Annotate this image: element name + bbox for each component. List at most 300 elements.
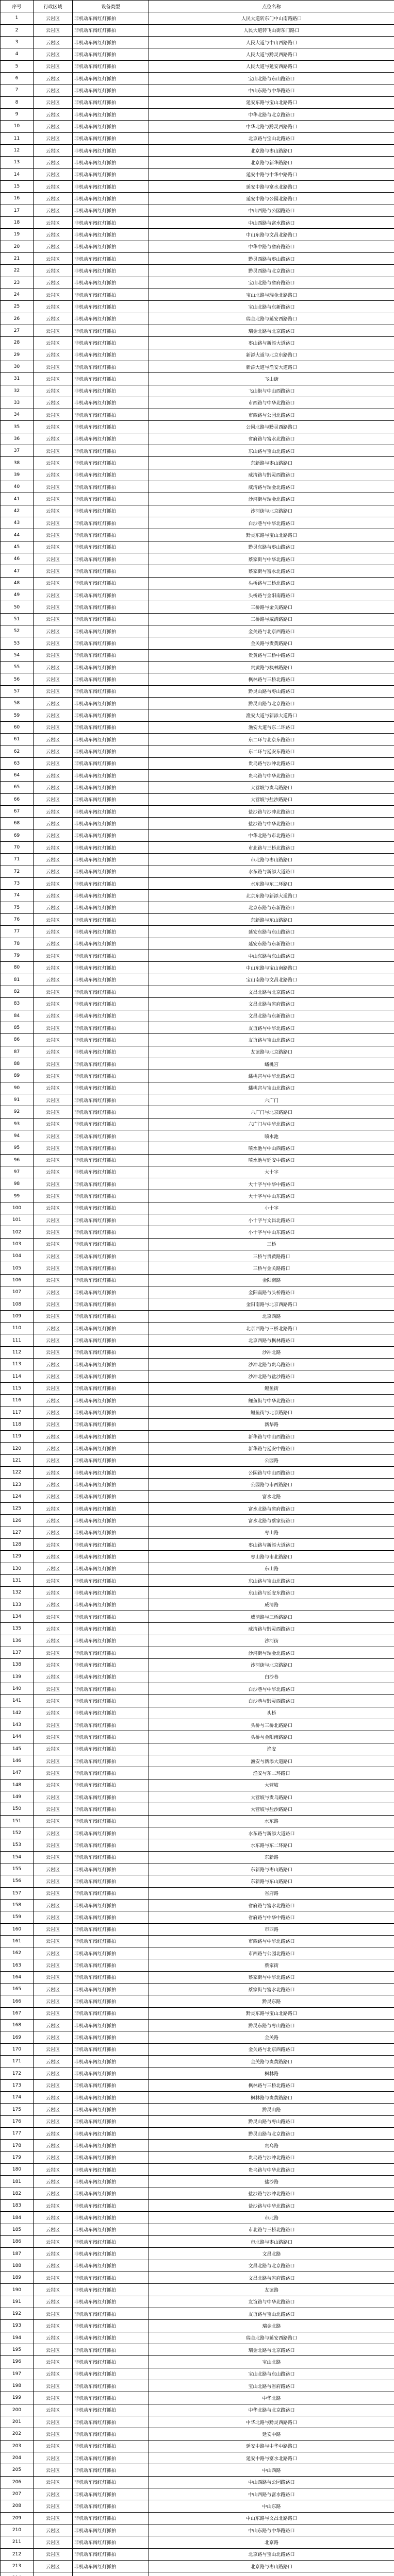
district-cell: 云岩区: [34, 962, 73, 974]
district-cell: 云岩区: [34, 1094, 73, 1106]
location-cell: 北京东路与新添大道路口: [149, 890, 394, 902]
row-number-cell: 212: [1, 2548, 34, 2560]
row-number-cell: 152: [1, 1827, 34, 1839]
table-row: [1, 1574, 394, 1586]
row-number-cell: 151: [1, 1815, 34, 1827]
table-row: [1, 72, 394, 84]
row-number-cell: 179: [1, 2151, 34, 2163]
row-number-cell: 199: [1, 2392, 34, 2404]
location-cell: 宝山北路与东山路路口: [149, 72, 394, 84]
location-cell: 盐沙路与中华北路路口: [149, 818, 394, 829]
row-number-cell: 2: [1, 24, 34, 36]
location-cell: 枣山路与市北路路口: [149, 1551, 394, 1563]
device-type-cell: 非机动车闯红灯抓拍: [73, 938, 149, 950]
device-type-cell: 非机动车闯红灯抓拍: [73, 1923, 149, 1935]
district-cell: 云岩区: [34, 481, 73, 493]
device-type-cell: 非机动车闯红灯抓拍: [73, 1142, 149, 1154]
device-type-cell: 非机动车闯红灯抓拍: [73, 409, 149, 421]
row-number-cell: 184: [1, 2212, 34, 2224]
device-type-cell: 非机动车闯红灯抓拍: [73, 2464, 149, 2476]
table-row: [1, 1875, 394, 1887]
district-cell: 云岩区: [34, 277, 73, 289]
header-type: 设备类型: [73, 1, 149, 12]
table-row: [1, 1034, 394, 1046]
device-type-cell: 非机动车闯红灯抓拍: [73, 1551, 149, 1563]
row-number-cell: 1: [1, 12, 34, 24]
location-cell: 贵乌路与沙冲北路路口: [149, 757, 394, 769]
row-number-cell: 191: [1, 2296, 34, 2308]
row-number-cell: 71: [1, 854, 34, 866]
device-type-cell: 非机动车闯红灯抓拍: [73, 289, 149, 300]
table-row: [1, 265, 394, 277]
device-type-cell: 非机动车闯红灯抓拍: [73, 2236, 149, 2248]
district-cell: 云岩区: [34, 2512, 73, 2524]
district-cell: 云岩区: [34, 1034, 73, 1046]
row-number-cell: 178: [1, 2140, 34, 2151]
location-cell: 白沙巷与中华北路路口: [149, 517, 394, 529]
row-number-cell: 106: [1, 1274, 34, 1286]
device-type-cell: 非机动车闯红灯抓拍: [73, 950, 149, 961]
device-type-cell: 非机动车闯红灯抓拍: [73, 2380, 149, 2392]
device-type-cell: 非机动车闯红灯抓拍: [73, 2007, 149, 2019]
device-type-cell: 非机动车闯红灯抓拍: [73, 349, 149, 361]
row-number-cell: 167: [1, 2007, 34, 2019]
location-cell: 飞山街与中山西路路口: [149, 385, 394, 397]
district-cell: 云岩区: [34, 2536, 73, 2548]
table-row: [1, 1190, 394, 1202]
row-number-cell: 44: [1, 529, 34, 541]
district-cell: 云岩区: [34, 1779, 73, 1791]
device-type-cell: 非机动车闯红灯抓拍: [73, 1130, 149, 1142]
row-number-cell: 89: [1, 1070, 34, 1082]
location-cell: 金关路与北京西路路口: [149, 625, 394, 637]
location-cell: 东新路: [149, 1851, 394, 1863]
row-number-cell: 110: [1, 1323, 34, 1334]
location-cell: 宝山北路与东新路路口: [149, 301, 394, 313]
district-cell: 云岩区: [34, 1515, 73, 1527]
table-row: [1, 1839, 394, 1851]
district-cell: 云岩区: [34, 2200, 73, 2212]
district-cell: 云岩区: [34, 433, 73, 445]
row-number-cell: 83: [1, 998, 34, 1010]
district-cell: 云岩区: [34, 2128, 73, 2140]
district-cell: 云岩区: [34, 2056, 73, 2067]
district-cell: 云岩区: [34, 216, 73, 228]
location-cell: 蟠桃宫与宝山北路路口: [149, 1082, 394, 1094]
device-type-cell: 非机动车闯红灯抓拍: [73, 805, 149, 817]
location-cell: 喷水池: [149, 1130, 394, 1142]
table-row: [1, 2128, 394, 2140]
district-cell: 云岩区: [34, 745, 73, 757]
location-cell: 贵乌路与中华北路路口: [149, 770, 394, 782]
device-type-cell: 非机动车闯红灯抓拍: [73, 1214, 149, 1226]
row-number-cell: 158: [1, 1899, 34, 1911]
row-number-cell: 54: [1, 649, 34, 661]
district-cell: 云岩区: [34, 770, 73, 782]
device-type-cell: 非机动车闯红灯抓拍: [73, 1887, 149, 1899]
table-row: [1, 205, 394, 216]
table-row: [1, 1959, 394, 1971]
row-number-cell: 181: [1, 2176, 34, 2188]
location-cell: 中华北路与北京路路口: [149, 108, 394, 120]
device-type-cell: 非机动车闯红灯抓拍: [73, 1911, 149, 1923]
location-cell: 白沙巷: [149, 1671, 394, 1683]
table-row: [1, 698, 394, 709]
device-type-cell: 非机动车闯红灯抓拍: [73, 890, 149, 902]
location-cell: 盐沙路与中华北路路口: [149, 2200, 394, 2212]
location-cell: 六广门与北京路路口: [149, 1106, 394, 1118]
location-cell: 富水北路与省府路路口: [149, 1503, 394, 1515]
row-number-cell: 85: [1, 1022, 34, 1033]
device-type-cell: 非机动车闯红灯抓拍: [73, 397, 149, 409]
device-type-cell: 非机动车闯红灯抓拍: [73, 1286, 149, 1298]
district-cell: 云岩区: [34, 829, 73, 841]
district-cell: 云岩区: [34, 1490, 73, 1502]
device-type-cell: 非机动车闯红灯抓拍: [73, 1719, 149, 1731]
device-type-cell: 非机动车闯红灯抓拍: [73, 1226, 149, 1238]
row-number-cell: 104: [1, 1250, 34, 1262]
device-type-cell: 非机动车闯红灯抓拍: [73, 770, 149, 782]
row-number-cell: 198: [1, 2380, 34, 2392]
device-type-cell: 非机动车闯红灯抓拍: [73, 1539, 149, 1551]
location-cell: 沙河街与瑞金北路路口: [149, 493, 394, 505]
table-row: [1, 2224, 394, 2235]
location-cell: 文昌北路: [149, 2248, 394, 2260]
table-row: [1, 829, 394, 841]
table-row: [1, 1454, 394, 1466]
device-type-cell: 非机动车闯红灯抓拍: [73, 2128, 149, 2140]
district-cell: 云岩区: [34, 1046, 73, 1058]
table-row: [1, 1503, 394, 1515]
table-row: [1, 1406, 394, 1418]
device-type-cell: 非机动车闯红灯抓拍: [73, 1779, 149, 1791]
location-cell: 东新路与枣山路路口: [149, 1863, 394, 1875]
location-cell: 渔安与东二环路口: [149, 1767, 394, 1779]
table-row: [1, 168, 394, 180]
table-row: [1, 1515, 394, 1527]
location-cell: 鲤鱼街与中华北路路口: [149, 1395, 394, 1406]
device-type-cell: 非机动车闯红灯抓拍: [73, 1599, 149, 1611]
device-type-cell: 非机动车闯红灯抓拍: [73, 2332, 149, 2344]
location-cell: 北京路与宝山北路路口: [149, 132, 394, 144]
location-cell: 蔡家街与中华北路路口: [149, 1971, 394, 1983]
row-number-cell: 72: [1, 866, 34, 877]
row-number-cell: 92: [1, 1106, 34, 1118]
table-row: [1, 793, 394, 805]
table-row: [1, 1815, 394, 1827]
district-cell: 云岩区: [34, 132, 73, 144]
table-row: [1, 1070, 394, 1082]
device-type-cell: 非机动车闯红灯抓拍: [73, 36, 149, 48]
location-cell: 水东路与东二环路口: [149, 1839, 394, 1851]
row-number-cell: 188: [1, 2260, 34, 2272]
row-number-cell: 148: [1, 1779, 34, 1791]
table-row: [1, 2151, 394, 2163]
district-cell: 云岩区: [34, 180, 73, 192]
table-row: [1, 1334, 394, 1346]
location-cell: 大营坡与盐沙路路口: [149, 793, 394, 805]
table-row: [1, 1262, 394, 1274]
row-number-cell: 39: [1, 469, 34, 481]
row-number-cell: 177: [1, 2128, 34, 2140]
device-type-cell: 非机动车闯红灯抓拍: [73, 1106, 149, 1118]
device-type-cell: 非机动车闯红灯抓拍: [73, 2176, 149, 2188]
device-type-cell: 非机动车闯红灯抓拍: [73, 2284, 149, 2296]
row-number-cell: 129: [1, 1551, 34, 1563]
location-cell: 公园路与中山西路路口: [149, 1467, 394, 1479]
device-type-cell: 非机动车闯红灯抓拍: [73, 1623, 149, 1635]
district-cell: 云岩区: [34, 325, 73, 336]
district-cell: 云岩区: [34, 1178, 73, 1190]
row-number-cell: 28: [1, 337, 34, 349]
location-cell: 中山东路与文昌北路路口: [149, 229, 394, 241]
location-cell: 沙河街: [149, 1635, 394, 1647]
row-number-cell: 55: [1, 662, 34, 673]
table-row: [1, 1923, 394, 1935]
location-cell: 三桥与金关路路口: [149, 1262, 394, 1274]
table-row: [1, 385, 394, 397]
district-cell: 云岩区: [34, 1298, 73, 1310]
row-number-cell: 162: [1, 1947, 34, 1959]
table-row: [1, 2560, 394, 2572]
location-cell: 宝山北路与东山路路口: [149, 2368, 394, 2380]
district-cell: 云岩区: [34, 2356, 73, 2368]
district-cell: 云岩区: [34, 60, 73, 72]
district-cell: 云岩区: [34, 2260, 73, 2272]
device-type-cell: 非机动车闯红灯抓拍: [73, 1406, 149, 1418]
district-cell: 云岩区: [34, 1995, 73, 2007]
device-type-cell: 非机动车闯红灯抓拍: [73, 2020, 149, 2031]
device-type-cell: 非机动车闯红灯抓拍: [73, 1863, 149, 1875]
district-cell: 云岩区: [34, 12, 73, 24]
district-cell: 云岩区: [34, 1659, 73, 1671]
table-row: [1, 229, 394, 241]
row-number-cell: 196: [1, 2356, 34, 2368]
device-type-cell: 非机动车闯红灯抓拍: [73, 216, 149, 228]
district-cell: 云岩区: [34, 2164, 73, 2176]
row-number-cell: 201: [1, 2416, 34, 2428]
row-number-cell: 98: [1, 1178, 34, 1190]
device-type-cell: 非机动车闯红灯抓拍: [73, 2056, 149, 2067]
location-cell: 瑞金北路与北京路路口: [149, 325, 394, 336]
table-row: [1, 2272, 394, 2284]
table-row: [1, 1166, 394, 1178]
device-type-cell: 非机动车闯红灯抓拍: [73, 1587, 149, 1599]
district-cell: 云岩区: [34, 1382, 73, 1394]
district-cell: 云岩区: [34, 1370, 73, 1382]
row-number-cell: 16: [1, 193, 34, 205]
location-cell: 三桥: [149, 1238, 394, 1250]
row-number-cell: 139: [1, 1671, 34, 1683]
row-number-cell: 63: [1, 757, 34, 769]
table-row: [1, 180, 394, 192]
location-cell: 市西路与中华北路路口: [149, 1935, 394, 1947]
row-number-cell: 11: [1, 132, 34, 144]
location-cell: 喷水池与中山西路路口: [149, 1142, 394, 1154]
device-type-cell: 非机动车闯红灯抓拍: [73, 1431, 149, 1443]
district-cell: 云岩区: [34, 252, 73, 264]
table-row: [1, 1647, 394, 1658]
row-number-cell: 4: [1, 48, 34, 60]
device-type-cell: 非机动车闯红灯抓拍: [73, 1707, 149, 1719]
device-type-cell: 非机动车闯红灯抓拍: [73, 325, 149, 336]
row-number-cell: 8: [1, 96, 34, 108]
district-cell: 云岩区: [34, 1887, 73, 1899]
district-cell: 云岩区: [34, 1755, 73, 1767]
table-row: [1, 2104, 394, 2115]
location-cell: 富水北路: [149, 1490, 394, 1502]
location-cell: 延安中路与中华中路路口: [149, 168, 394, 180]
table-row: [1, 1947, 394, 1959]
district-cell: 云岩区: [34, 926, 73, 938]
device-type-cell: 非机动车闯红灯抓拍: [73, 1743, 149, 1755]
device-type-cell: 非机动车闯红灯抓拍: [73, 709, 149, 721]
device-type-cell: 非机动车闯红灯抓拍: [73, 2115, 149, 2127]
device-type-cell: 非机动车闯红灯抓拍: [73, 421, 149, 433]
location-cell: 黔灵东路与宝山北路路口: [149, 529, 394, 541]
device-type-cell: 非机动车闯红灯抓拍: [73, 493, 149, 505]
row-number-cell: 64: [1, 770, 34, 782]
district-cell: 云岩区: [34, 2548, 73, 2560]
district-cell: 云岩区: [34, 1286, 73, 1298]
location-cell: 市北路与三桥北路路口: [149, 2224, 394, 2235]
district-cell: 云岩区: [34, 2212, 73, 2224]
device-type-cell: 非机动车闯红灯抓拍: [73, 2440, 149, 2452]
location-cell: 市西路: [149, 1923, 394, 1935]
table-row: [1, 277, 394, 289]
header-row: [1, 1, 394, 12]
row-number-cell: 96: [1, 1154, 34, 1166]
row-number-cell: 78: [1, 938, 34, 950]
table-row: [1, 782, 394, 793]
table-row: [1, 1683, 394, 1694]
location-cell: 东新路与枣山路路口: [149, 457, 394, 469]
device-type-cell: 非机动车闯红灯抓拍: [73, 1527, 149, 1538]
device-type-cell: 非机动车闯红灯抓拍: [73, 926, 149, 938]
district-cell: 云岩区: [34, 2452, 73, 2464]
location-cell: 东新路与东山路路口: [149, 1875, 394, 1887]
table-row: [1, 974, 394, 986]
row-number-cell: 117: [1, 1406, 34, 1418]
table-row: [1, 2176, 394, 2188]
district-cell: 云岩区: [34, 1479, 73, 1490]
device-type-cell: 非机动车闯红灯抓拍: [73, 2043, 149, 2055]
district-cell: 云岩区: [34, 2488, 73, 2500]
row-number-cell: 166: [1, 1995, 34, 2007]
table-row: [1, 1467, 394, 1479]
row-number-cell: 82: [1, 986, 34, 997]
location-cell: 东山路与宝山北路路口: [149, 445, 394, 457]
district-cell: 云岩区: [34, 2368, 73, 2380]
table-row: [1, 2488, 394, 2500]
table-row: [1, 2056, 394, 2067]
location-cell: 水东路与东二环路口: [149, 877, 394, 889]
row-number-cell: 133: [1, 1599, 34, 1611]
location-cell: [149, 2572, 394, 2576]
header-no: 序号: [1, 1, 34, 12]
district-cell: 云岩区: [34, 2524, 73, 2536]
row-number-cell: 176: [1, 2115, 34, 2127]
device-type-cell: 非机动车闯红灯抓拍: [73, 601, 149, 613]
device-type-cell: 非机动车闯红灯抓拍: [73, 1443, 149, 1454]
row-number-cell: 111: [1, 1334, 34, 1346]
location-cell: 威清路: [149, 1599, 394, 1611]
row-number-cell: 57: [1, 685, 34, 697]
district-cell: 云岩区: [34, 565, 73, 577]
location-cell: 北京西路与三桥北路路口: [149, 1323, 394, 1334]
table-row: [1, 373, 394, 385]
table-row: [1, 2452, 394, 2464]
location-cell: 水东路与新添大道路口: [149, 866, 394, 877]
location-cell: 人民大道转东门中山南路路口: [149, 12, 394, 24]
location-cell: 文昌北路与北京路路口: [149, 986, 394, 997]
table-row: [1, 2020, 394, 2031]
table-row: [1, 1395, 394, 1406]
district-cell: 云岩区: [34, 1635, 73, 1647]
location-cell: 大营坡与贵乌路路口: [149, 1791, 394, 1803]
device-type-cell: 非机动车闯红灯抓拍: [73, 2404, 149, 2416]
row-number-cell: 74: [1, 890, 34, 902]
district-cell: 云岩区: [34, 1611, 73, 1622]
device-type-cell: 非机动车闯红灯抓拍: [73, 1238, 149, 1250]
district-cell: 云岩区: [34, 505, 73, 517]
location-cell: 小十字: [149, 1202, 394, 1214]
device-type-cell: 非机动车闯红灯抓拍: [73, 1671, 149, 1683]
table-row: [1, 1118, 394, 1130]
row-number-cell: 68: [1, 818, 34, 829]
table-row: [1, 397, 394, 409]
district-cell: 云岩区: [34, 1695, 73, 1707]
district-cell: 云岩区: [34, 913, 73, 925]
district-cell: 云岩区: [34, 1431, 73, 1443]
table-row: [1, 1659, 394, 1671]
row-number-cell: 123: [1, 1479, 34, 1490]
table-row: [1, 866, 394, 877]
row-number-cell: 95: [1, 1142, 34, 1154]
location-cell: 白沙巷与中华北路路口: [149, 1683, 394, 1694]
table-row: [1, 757, 394, 769]
device-type-cell: 非机动车闯红灯抓拍: [73, 1683, 149, 1694]
table-row: [1, 1551, 394, 1563]
location-cell: 盐沙路: [149, 2176, 394, 2188]
table-row: [1, 1094, 394, 1106]
location-cell: 省府路与富水北路路口: [149, 1899, 394, 1911]
location-cell: 富水北路与蔡家街路口: [149, 1515, 394, 1527]
row-number-cell: 33: [1, 397, 34, 409]
row-number-cell: 24: [1, 289, 34, 300]
table-row: [1, 361, 394, 372]
table-row: [1, 2260, 394, 2272]
district-cell: 云岩区: [34, 241, 73, 252]
device-type-cell: 非机动车闯红灯抓拍: [73, 241, 149, 252]
row-number-cell: 170: [1, 2043, 34, 2055]
row-number-cell: 185: [1, 2224, 34, 2235]
device-type-cell: 非机动车闯红灯抓拍: [73, 1298, 149, 1310]
table-row: [1, 2512, 394, 2524]
device-type-cell: 非机动车闯红灯抓拍: [73, 841, 149, 853]
district-cell: 云岩区: [34, 493, 73, 505]
device-type-cell: 非机动车闯红灯抓拍: [73, 565, 149, 577]
location-cell: 大十字与中华中路路口: [149, 1178, 394, 1190]
table-row: [1, 1611, 394, 1622]
device-type-cell: 非机动车闯红灯抓拍: [73, 157, 149, 168]
location-cell: 北京路: [149, 2536, 394, 2548]
device-type-cell: 非机动车闯红灯抓拍: [73, 2104, 149, 2115]
district-cell: 云岩区: [34, 1935, 73, 1947]
device-type-cell: 非机动车闯红灯抓拍: [73, 662, 149, 673]
row-number-cell: 135: [1, 1623, 34, 1635]
district-cell: 云岩区: [34, 2067, 73, 2079]
